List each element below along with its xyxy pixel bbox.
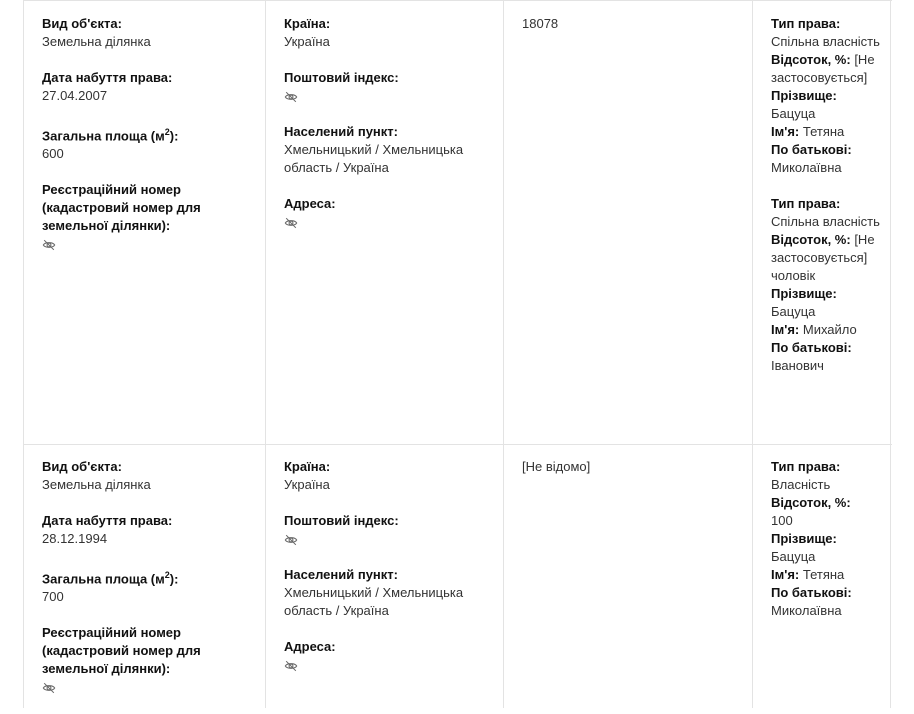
- object-type-label: Вид об'єкта:: [42, 459, 122, 474]
- column-divider: [265, 444, 266, 708]
- surname-label: Прізвище:: [771, 286, 837, 301]
- relation-value: чоловік: [771, 268, 816, 283]
- column-divider: [752, 444, 753, 708]
- acquisition-date-label: Дата набуття права:: [42, 70, 173, 85]
- first-name-value: Тетяна: [802, 567, 845, 582]
- surname-label: Прізвище:: [771, 88, 837, 103]
- column-divider: [752, 1, 753, 444]
- share-label: Відсоток, %:: [771, 495, 851, 510]
- patronymic-value: Миколаївна: [771, 160, 842, 175]
- right-type-value: Власність: [771, 477, 831, 492]
- country-value: Україна: [284, 477, 330, 492]
- table-row: [24, 444, 892, 708]
- area-value: 700: [42, 589, 64, 605]
- eye-slash-icon[interactable]: [284, 659, 298, 673]
- acquisition-date-value: 28.12.1994: [42, 531, 108, 546]
- share-value: 100: [771, 513, 793, 528]
- surname-value: Бацуца: [771, 304, 816, 319]
- object-type-value: Земельна ділянка: [42, 34, 151, 49]
- first-name-value: Михайло: [802, 322, 857, 337]
- registration-number-label: Реєстраційний номер (кадастровий номер для земельної ділянки):: [42, 625, 201, 677]
- rights-cell: [771, 15, 881, 375]
- country-label: Країна:: [284, 459, 331, 474]
- country-value: Україна: [284, 34, 330, 49]
- eye-slash-icon[interactable]: [42, 238, 56, 252]
- registration-number-label: Реєстраційний номер (кадастровий номер для земельної ділянки):: [42, 182, 201, 234]
- value-text: [Не відомо]: [522, 459, 591, 474]
- right-type-value: Спільна власність: [771, 34, 880, 49]
- share-label: Відсоток, %:: [771, 232, 851, 247]
- area-label: Загальна площа $(м^2)$:: [42, 570, 179, 587]
- right-type-label: Тип права:: [771, 16, 841, 31]
- patronymic-label: По батькові:: [771, 340, 852, 355]
- patronymic-label: По батькові:: [771, 142, 852, 157]
- settlement-label: Населений пункт:: [284, 567, 398, 582]
- postcode-label: Поштовий індекс:: [284, 513, 399, 528]
- first-name-label: Ім'я:: [771, 322, 800, 337]
- table-row: [24, 0, 892, 445]
- eye-slash-icon[interactable]: [284, 533, 298, 547]
- area-value: 600: [42, 146, 64, 162]
- eye-slash-icon[interactable]: [42, 681, 56, 695]
- right-type-value: Спільна власність: [771, 214, 880, 229]
- settlement-value: Хмельницький / Хмельницька область / Україна: [284, 142, 464, 175]
- object-type-value: Земельна ділянка: [42, 477, 151, 492]
- acquisition-date-value: 27.04.2007: [42, 88, 108, 103]
- settlement-label: Населений пункт:: [284, 124, 398, 139]
- patronymic-value: Миколаївна: [771, 603, 842, 618]
- acquisition-date-label: Дата набуття права:: [42, 513, 173, 528]
- settlement-value: Хмельницький / Хмельницька область / Україна: [284, 585, 464, 618]
- surname-label: Прізвище:: [771, 531, 837, 546]
- patronymic-value: Іванович: [771, 358, 824, 373]
- eye-slash-icon[interactable]: [284, 90, 298, 104]
- share-label: Відсоток, %:: [771, 52, 851, 67]
- column-divider: [503, 444, 504, 708]
- address-label: Адреса:: [284, 196, 336, 211]
- area-label: Загальна площа $(м^2)$:: [42, 127, 179, 144]
- column-divider: [265, 1, 266, 444]
- right-type-label: Тип права:: [771, 196, 841, 211]
- country-label: Країна:: [284, 16, 331, 31]
- surname-value: Бацуца: [771, 549, 816, 564]
- first-name-value: Тетяна: [802, 124, 845, 139]
- patronymic-label: По батькові:: [771, 585, 852, 600]
- share-value: [Не застосовується]: [771, 232, 875, 265]
- location-cell: [284, 458, 484, 692]
- value-cell: [522, 458, 742, 476]
- value-cell: [522, 15, 742, 33]
- object-type-label: Вид об'єкта:: [42, 16, 122, 31]
- column-divider: [503, 1, 504, 444]
- first-name-label: Ім'я:: [771, 124, 800, 139]
- postcode-label: Поштовий індекс:: [284, 70, 399, 85]
- rights-cell: [771, 458, 881, 620]
- right-type-label: Тип права:: [771, 459, 841, 474]
- location-cell: [284, 15, 484, 249]
- first-name-label: Ім'я:: [771, 567, 800, 582]
- eye-slash-icon[interactable]: [284, 216, 298, 230]
- surname-value: Бацуца: [771, 106, 816, 121]
- object-cell: [42, 15, 262, 271]
- property-table: [23, 0, 891, 708]
- value-text: 18078: [522, 16, 559, 31]
- address-label: Адреса:: [284, 639, 336, 654]
- share-value: [Не застосовується]: [771, 52, 875, 85]
- object-cell: [42, 458, 262, 714]
